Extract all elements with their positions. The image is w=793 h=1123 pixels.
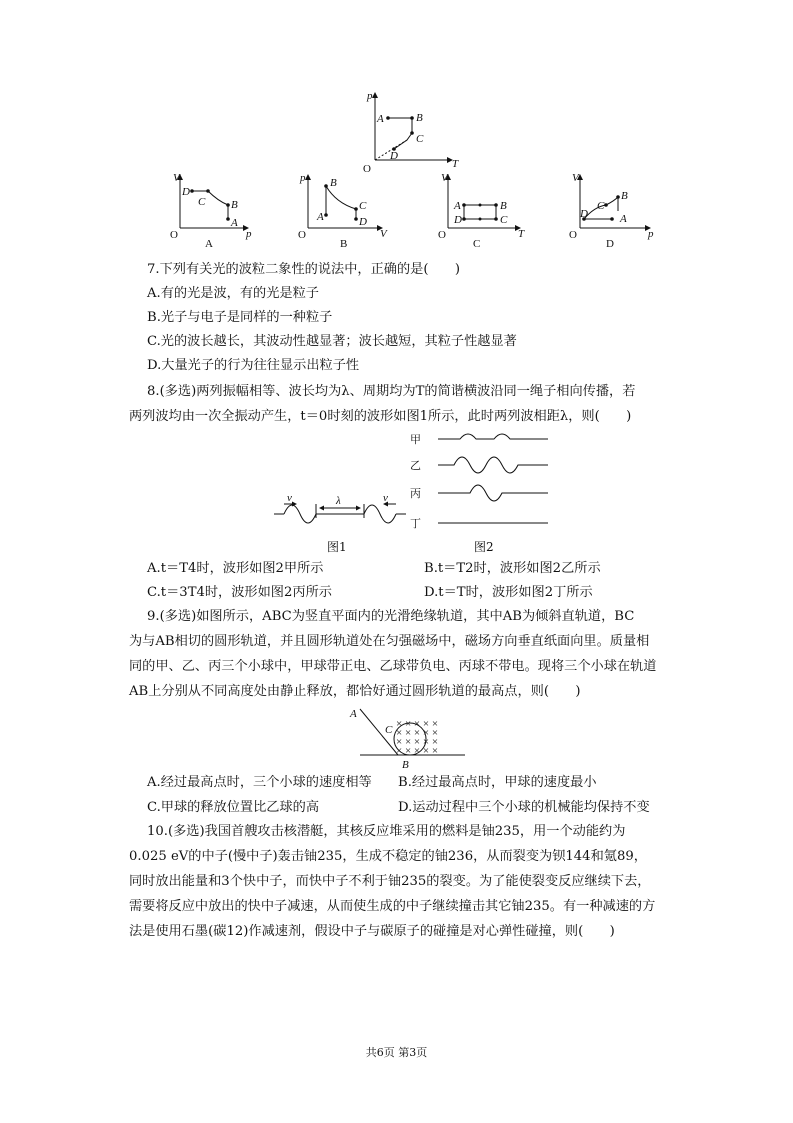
option-d-y-label: V — [572, 172, 579, 184]
option-b-graph — [298, 172, 388, 250]
option-a-y-label: V — [173, 172, 180, 184]
q9-stem-line4: AB上分别从不同高度处由静止释放，都恰好通过圆形轨道的最高点，则( ) — [129, 684, 581, 699]
q9-stem-line3: 同的甲、乙、丙三个小球中，甲球带正电、乙球带负电、丙球不带电。现将三个小球在轨道 — [129, 659, 657, 674]
option-a-point-b: B — [231, 199, 238, 211]
top-origin-label: O — [363, 163, 371, 175]
top-point-b: B — [416, 112, 423, 124]
option-a-graph — [170, 172, 252, 250]
fig2-label-ding: 丁 — [410, 518, 421, 530]
option-d-origin: O — [569, 229, 577, 241]
option-a-x-label: p — [246, 228, 252, 240]
option-c-origin: O — [438, 229, 446, 241]
option-b-origin: O — [298, 229, 306, 241]
q8-fig2-caption: 图2 — [474, 540, 494, 554]
q9-option-d: D.运动过程中三个小球的机械能均保持不变 — [398, 800, 650, 815]
q8-option-a: A.t＝T4时，波形如图2甲所示 — [147, 561, 324, 576]
svg-text:× × × × ×: × × × × × — [396, 727, 439, 739]
page-footer: 共6页 第3页 — [365, 1046, 428, 1059]
option-d-x-label: p — [648, 228, 654, 240]
q8-figure1 — [270, 492, 410, 532]
q9-option-a: A.经过最高点时，三个小球的速度相等 — [147, 775, 372, 790]
option-a-point-d: D — [182, 186, 190, 198]
option-d-point-a: A — [620, 213, 627, 225]
option-d-point-c: C — [597, 200, 605, 212]
q7-option-d: D.大量光子的行为往往显示出粒子性 — [147, 358, 360, 373]
q9-track-figure — [340, 703, 470, 771]
option-b-x-label: V — [380, 228, 387, 240]
fig2-label-jia: 甲 — [410, 434, 421, 446]
option-b-point-d: D — [359, 216, 367, 228]
fig1-v-left: v — [287, 492, 292, 504]
option-b-point-b: B — [330, 177, 337, 189]
option-c-y-label: V — [441, 172, 448, 184]
option-d-point-d: D — [580, 208, 588, 220]
fig2-label-yi: 乙 — [410, 460, 421, 472]
option-b-y-label: p — [300, 172, 306, 184]
top-y-axis-label: p — [367, 90, 373, 102]
q7-option-c: C.光的波长越长，其波动性越显著；波长越短，其粒子性越显著 — [147, 334, 517, 349]
fig1-v-right: v — [383, 492, 388, 504]
q8-stem-line1: 8.(多选)两列振幅相等、波长均为λ、周期均为T的简谐横波沿同一绳子相向传播，若 — [147, 384, 636, 399]
top-point-a: A — [377, 113, 384, 125]
option-a-point-a: A — [231, 217, 238, 229]
q10-line2: 0.025 eV的中子(慢中子)轰击铀235，生成不稳定的铀236，从而裂变为钡144和氪89， — [129, 849, 647, 864]
option-c-caption: C — [473, 238, 481, 250]
option-b-point-c: C — [359, 200, 367, 212]
option-c-point-b: B — [500, 200, 507, 212]
top-x-axis-label: T — [452, 158, 459, 170]
option-c-point-d: D — [454, 214, 462, 226]
q10-line5: 法是使用石墨(碳12)作减速剂，假设中子与碳原子的碰撞是对心弹性碰撞，则( ) — [129, 924, 615, 939]
q9-point-c: C — [385, 724, 393, 736]
svg-text:× × × × ×: × × × × × — [396, 718, 439, 730]
q9-point-a: A — [350, 708, 357, 720]
option-a-point-c: C — [198, 196, 206, 208]
top-pt-graph — [363, 90, 459, 175]
option-b-point-a: A — [317, 211, 324, 223]
q8-option-c: C.t＝3T4时，波形如图2丙所示 — [147, 585, 332, 600]
svg-text:× × × × ×: × × × × × — [396, 745, 439, 757]
q8-fig1-caption: 图1 — [327, 540, 347, 554]
q10-line4: 需要将反应中放出的快中子减速，从而使生成的中子继续撞击其它铀235。有一种减速的方 — [129, 899, 656, 914]
fig1-lambda: λ — [336, 495, 341, 507]
gas-process-figure — [160, 85, 660, 255]
q8-option-d: D.t＝T时，波形如图2丁所示 — [424, 585, 593, 600]
svg-text:× × × × ×: × × × × × — [396, 736, 439, 748]
q10-line1: 10.(多选)我国首艘攻击核潜艇，其核反应堆采用的燃料是铀235，用一个动能约为 — [147, 824, 626, 839]
option-a-origin: O — [170, 229, 178, 241]
q9-stem-line2: 为与AB相切的圆形轨道，并且圆形轨道处在匀强磁场中，磁场方向垂直纸面向里。质量相 — [129, 634, 650, 649]
q9-stem-line1: 9.(多选)如图所示，ABC为竖直平面内的光滑绝缘轨道，其中AB为倾斜直轨道，BC — [147, 609, 635, 624]
option-a-caption: A — [205, 238, 213, 250]
top-point-c: C — [416, 133, 424, 145]
q7-option-a: A.有的光是波，有的光是粒子 — [147, 286, 319, 301]
option-c-point-c: C — [500, 214, 508, 226]
option-c-x-label: T — [518, 228, 525, 240]
option-d-graph — [569, 172, 654, 250]
q9-option-b: B.经过最高点时，甲球的速度最小 — [398, 775, 597, 790]
option-c-graph — [438, 172, 525, 250]
q8-figure2 — [408, 425, 558, 530]
option-b-caption: B — [340, 238, 348, 250]
top-point-d: D — [390, 150, 398, 162]
q10-line3: 同时放出能量和3个快中子，而快中子不利于铀235的裂变。为了能使裂变反应继续下去， — [129, 874, 651, 889]
q9-option-c: C.甲球的释放位置比乙球的高 — [147, 800, 320, 815]
option-d-point-b: B — [621, 190, 628, 202]
option-d-caption: D — [606, 238, 614, 250]
q8-option-b: B.t＝T2时，波形如图2乙所示 — [424, 561, 601, 576]
q8-stem-line2: 两列波均由一次全振动产生，t＝0时刻的波形如图1所示，此时两列波相距λ，则( ) — [129, 409, 632, 424]
q9-point-b: B — [402, 759, 409, 771]
option-c-point-a: A — [454, 200, 461, 212]
fig2-label-bing: 丙 — [410, 488, 421, 500]
q7-stem: 7.下列有关光的波粒二象性的说法中，正确的是( ) — [147, 262, 460, 277]
q7-option-b: B.光子与电子是同样的一种粒子 — [147, 310, 333, 325]
